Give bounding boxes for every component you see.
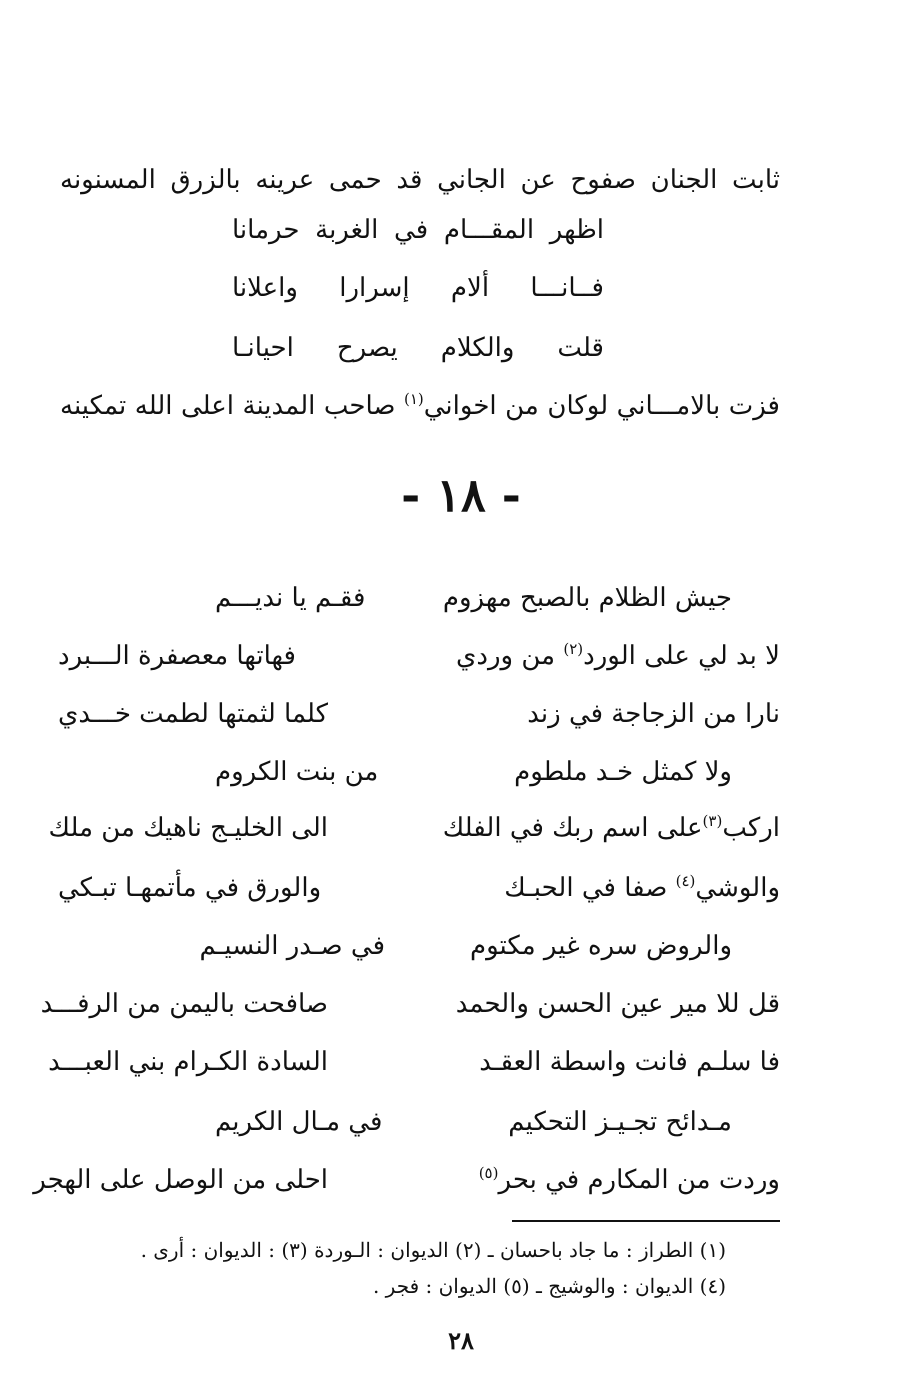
verse-line	[232, 210, 604, 250]
verse-right-hemistich	[442, 808, 780, 848]
verse-text: ثابت الجنان صفوح عن الجاني قد حمى عرينه بالزرق المسنونه	[60, 165, 780, 195]
footnote-marker: (٣)	[702, 812, 723, 830]
verse-right-hemistich	[456, 636, 780, 676]
verse-text: والوشي	[695, 873, 780, 903]
verse-line	[232, 268, 604, 308]
verse-text: مـدائح تجـيـز التحكيم	[508, 1107, 732, 1137]
verse-left-hemistich	[48, 1042, 328, 1082]
verse-text: لا بد لي على الورد	[583, 641, 780, 671]
verse-text: اظهر المقـــام في الغربة حرمانا	[232, 215, 604, 245]
verse-right-hemistich	[422, 926, 732, 966]
verse-text: على اسم ربك في الفلك	[442, 813, 703, 843]
verse-text: في صـدر النسيـم	[199, 931, 385, 961]
verse-line	[60, 160, 780, 200]
footnote-line: (١) الطراز : ما جاد باحسان ـ (٢) الديوان : الـوردة (٣) : الديوان : أرى .	[140, 1238, 726, 1262]
verse-text: والورق في مأتمهـا تبـكي	[58, 873, 322, 903]
verse-text: قلت والكلام يصرح احيانـا	[232, 333, 604, 363]
section-number: - ١٨ -	[401, 468, 521, 522]
verse-left-hemistich	[58, 636, 328, 676]
verse-text: فهاتها معصفرة الـــبرد	[58, 641, 296, 671]
verse-text: صافحت باليمن من الرفـــد	[40, 989, 328, 1019]
verse-text: ولا كمثل خـد ملطوم	[514, 757, 732, 787]
verse-text: في مـال الكريم	[215, 1107, 383, 1137]
verse-text: نارا من الزجاجة في زند	[527, 699, 780, 729]
verse-right-hemistich	[470, 1160, 780, 1200]
verse-text: احلى من الوصل على الهجر	[33, 1165, 328, 1195]
verse-text: الى الخليـج ناهيك من ملك	[48, 813, 328, 843]
verse-text: فــانـــا ألام إسرارا واعلانا	[232, 273, 604, 303]
verse-text: السادة الكـرام بني العبـــد	[48, 1047, 328, 1077]
verse-text: قل للا مير عين الحسن والحمد	[455, 989, 780, 1019]
verse-text: فزت بالامـــاني لوكان من اخواني	[423, 391, 780, 421]
verse-left-hemistich	[58, 694, 328, 734]
page-number: ٢٨	[448, 1326, 474, 1355]
verse-left-hemistich	[33, 1160, 328, 1200]
verse-text: جيش الظلام بالصبح مهزوم	[442, 583, 732, 613]
verse-text: صفا في الحبـك	[504, 873, 668, 903]
verse-text: صاحب المدينة اعلى الله تمكينه	[60, 391, 396, 421]
verse-left-hemistich	[40, 984, 328, 1024]
verse-right-hemistich	[422, 578, 732, 618]
verse-right-hemistich	[455, 984, 780, 1024]
verse-left-hemistich	[215, 578, 385, 618]
verse-text: فا سلـم فانت واسطة العقـد	[479, 1047, 780, 1077]
verse-text: كلما لثمتها لطمت خـــدي	[57, 699, 328, 729]
verse-right-hemistich	[422, 1102, 732, 1142]
verse-text: فقـم يا نديـــم	[215, 583, 366, 613]
verse-left-hemistich	[199, 926, 385, 966]
verse-left-hemistich	[215, 1102, 385, 1142]
verse-text: وردت من المكارم في بحر	[498, 1165, 780, 1195]
verse-right-hemistich	[470, 694, 780, 734]
footnote-line: (٤) الديوان : والوشيج ـ (٥) الديوان : فجر .	[372, 1274, 726, 1298]
verse-text: اركب	[722, 813, 780, 843]
verse-line	[60, 386, 780, 426]
verse-right-hemistich	[422, 752, 732, 792]
footnote-marker: (١)	[403, 390, 424, 408]
verse-right-hemistich	[470, 868, 780, 908]
verse-left-hemistich	[48, 808, 328, 848]
verse-text: من وردي	[456, 641, 556, 671]
footnote-marker: (٢)	[563, 640, 584, 658]
verse-left-hemistich	[215, 752, 385, 792]
verse-text: من بنت الكروم	[215, 757, 379, 787]
footnote-marker: (٤)	[675, 872, 696, 890]
verse-line	[232, 328, 604, 368]
verse-text: والروض سره غير مكتوم	[469, 931, 732, 961]
footnote-divider	[512, 1220, 780, 1222]
footnote-marker: (٥)	[478, 1164, 499, 1182]
verse-right-hemistich	[470, 1042, 780, 1082]
verse-left-hemistich	[58, 868, 328, 908]
